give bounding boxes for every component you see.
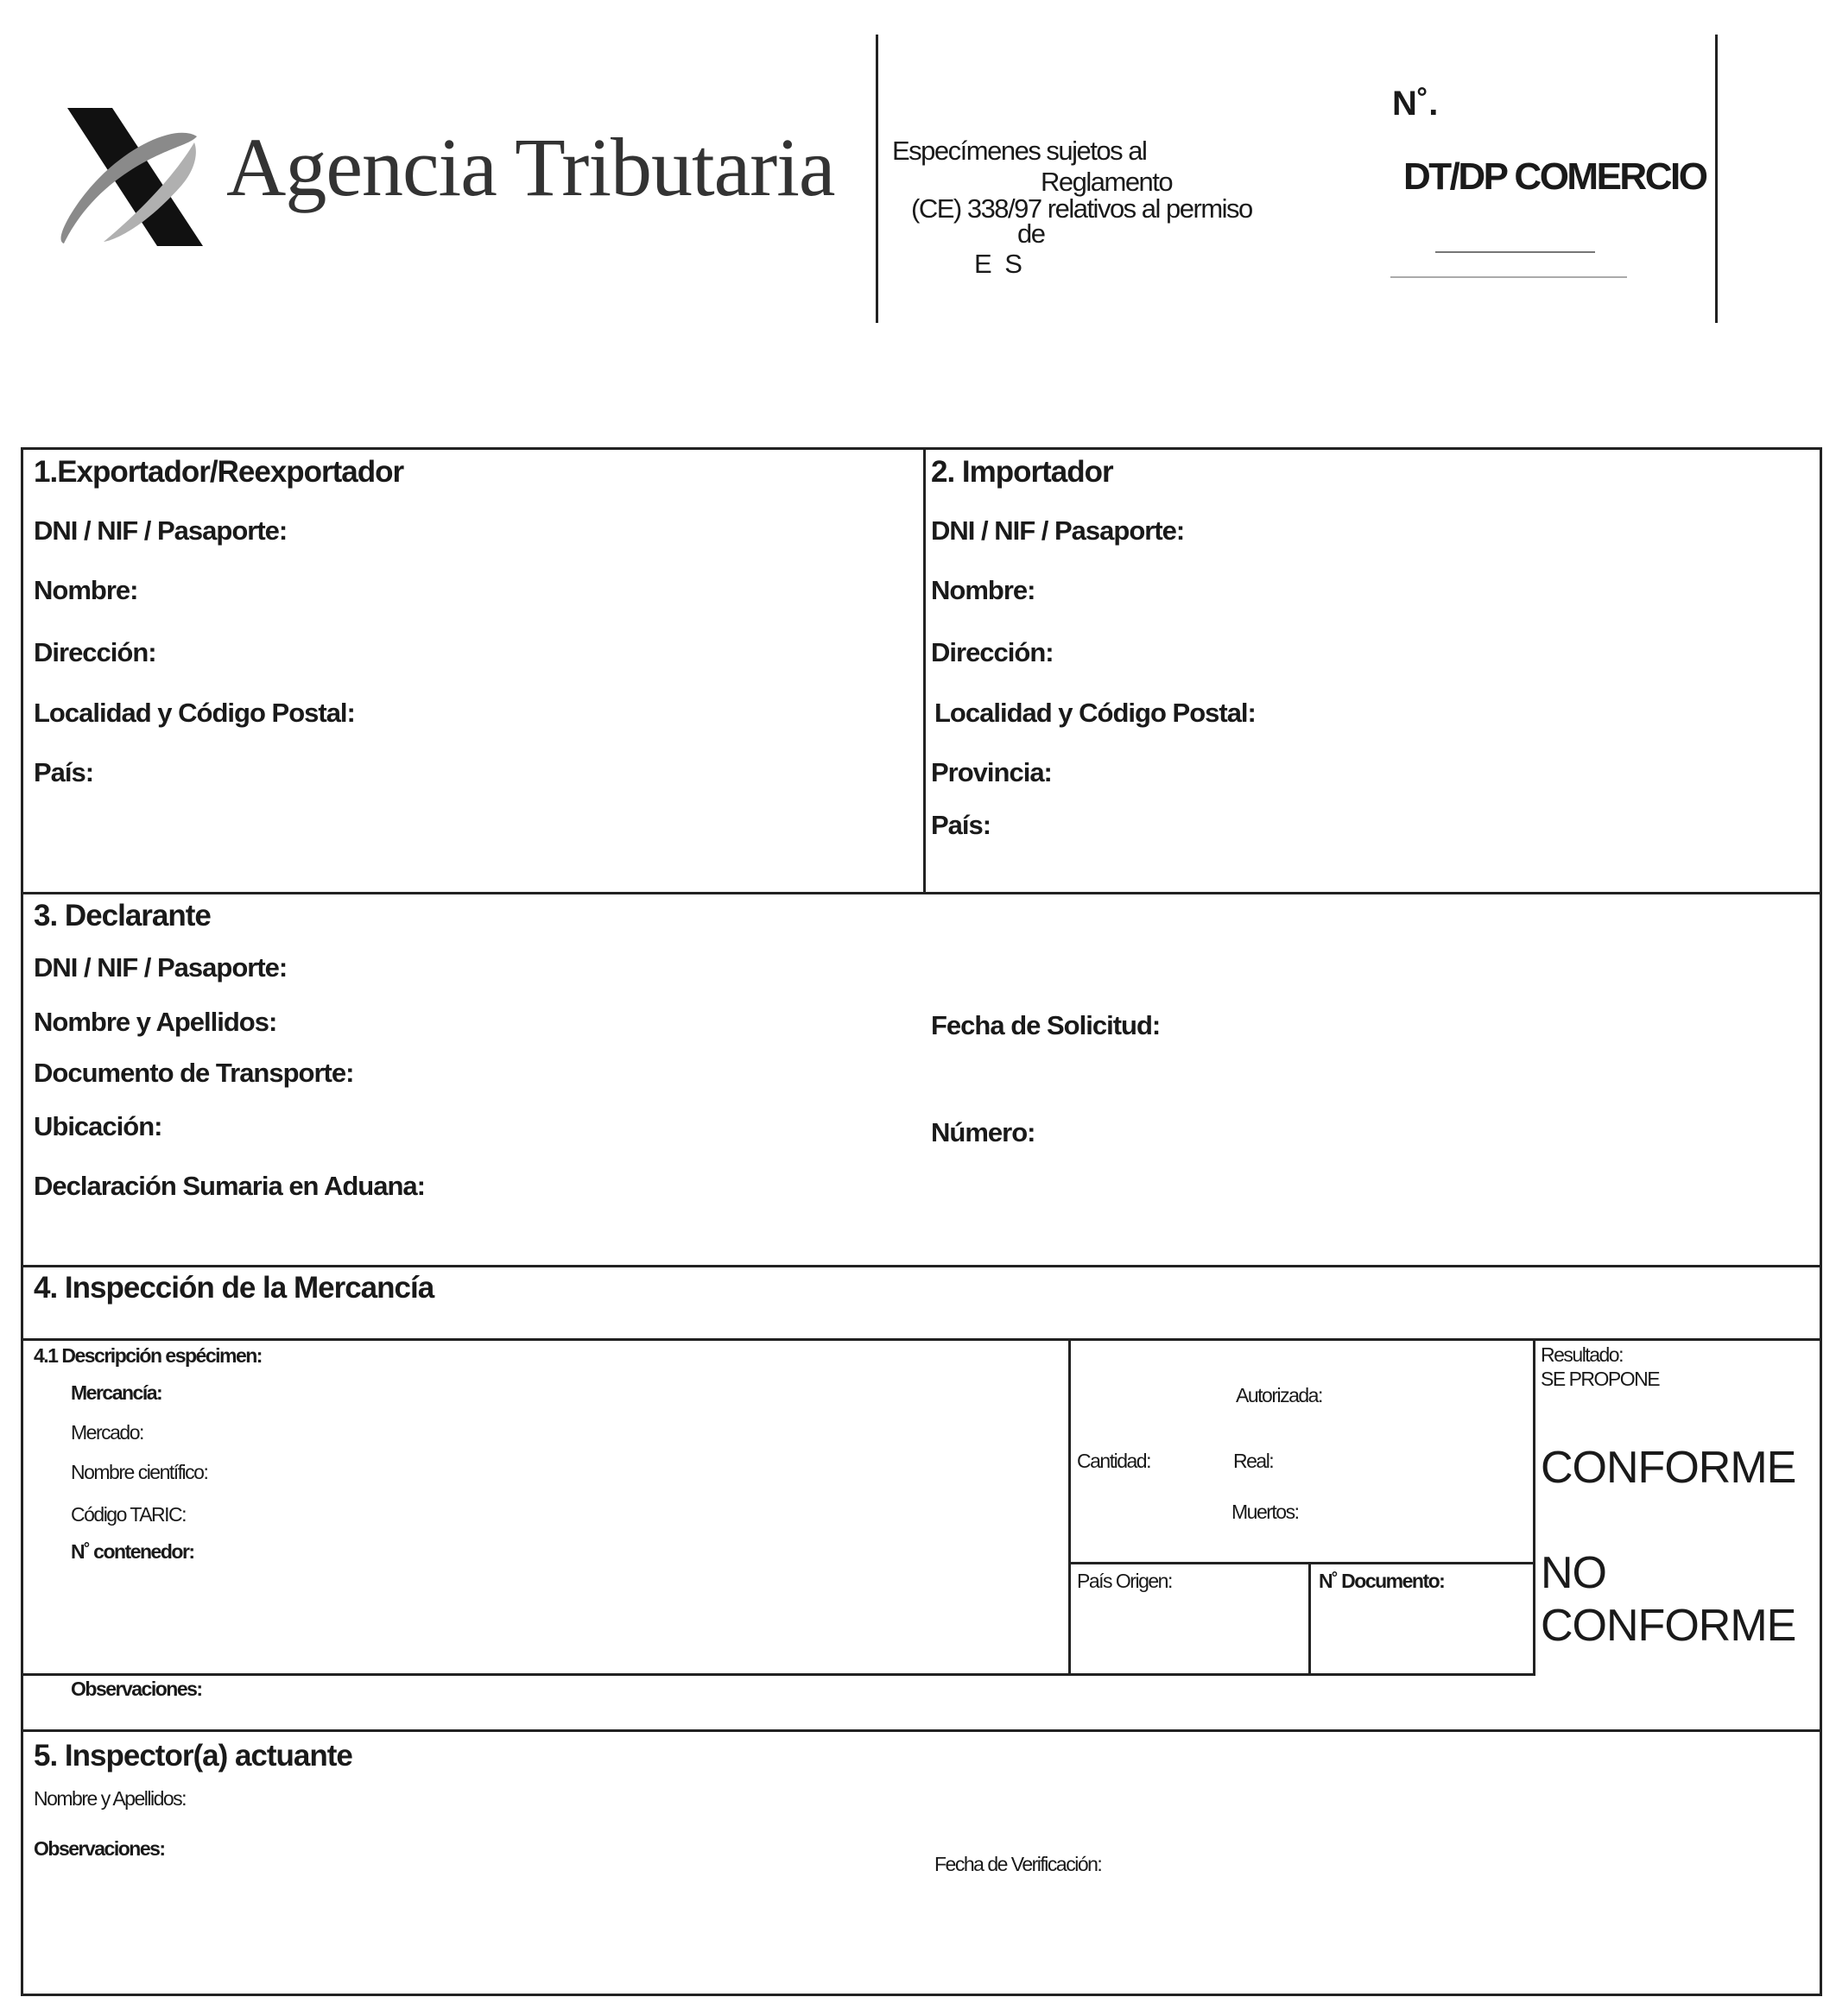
- section-divider: [21, 892, 1822, 894]
- field-label: Cantidad:: [1077, 1450, 1150, 1472]
- field-label: Documento de Transporte:: [34, 1058, 354, 1088]
- document-type: DT/DP COMERCIO: [1403, 155, 1706, 198]
- field-label: Dirección:: [34, 637, 156, 667]
- field-label: 4.1 Descripción espécimen:: [34, 1344, 262, 1367]
- field-label: N˚ contenedor:: [71, 1540, 194, 1563]
- number-blank-line: [1435, 251, 1595, 253]
- field-label: Localidad y Código Postal:: [934, 698, 1256, 728]
- brand-name: Agencia Tributaria: [226, 121, 835, 213]
- section-divider: [21, 1265, 1822, 1267]
- field-label: Provincia:: [931, 757, 1052, 787]
- result-conforme: CONFORME: [1541, 1443, 1796, 1493]
- column-divider: [1533, 1338, 1535, 1675]
- section-divider: [21, 1729, 1822, 1732]
- field-label: N˚ Documento:: [1319, 1570, 1445, 1592]
- column-divider: [923, 447, 926, 893]
- section-title: 3. Declarante: [34, 899, 211, 932]
- field-label: Código TARIC:: [71, 1503, 187, 1526]
- field-label: Mercado:: [71, 1421, 143, 1444]
- result-no: NO: [1541, 1548, 1606, 1598]
- number-label: N˚.: [1392, 85, 1439, 123]
- field-label: Número:: [931, 1117, 1035, 1147]
- field-label: Fecha de Solicitud:: [931, 1010, 1161, 1040]
- number-blank-line: [1390, 276, 1627, 278]
- field-label: DNI / NIF / Pasaporte:: [931, 515, 1185, 546]
- header-divider: [1715, 35, 1718, 323]
- field-label: Mercancía:: [71, 1381, 162, 1404]
- field-label: Dirección:: [931, 637, 1054, 667]
- field-label: DNI / NIF / Pasaporte:: [34, 515, 288, 546]
- field-label: Nombre:: [34, 575, 138, 605]
- field-label: Ubicación:: [34, 1111, 162, 1141]
- cell-divider: [1068, 1562, 1535, 1564]
- section-title: 1.Exportador/Reexportador: [34, 455, 404, 489]
- result-label: SE PROPONE: [1541, 1368, 1660, 1390]
- field-label: País:: [931, 810, 991, 840]
- field-label: Observaciones:: [71, 1678, 202, 1700]
- header-subtitle-line: E S: [974, 249, 1025, 279]
- field-label: Observaciones:: [34, 1837, 165, 1860]
- field-label: Real:: [1233, 1450, 1274, 1472]
- field-label: Muertos:: [1231, 1501, 1299, 1523]
- field-label: Nombre y Apellidos:: [34, 1787, 187, 1810]
- section-title: 4. Inspección de la Mercancía: [34, 1271, 434, 1305]
- field-label: País Origen:: [1077, 1570, 1172, 1592]
- field-label: Declaración Sumaria en Aduana:: [34, 1171, 425, 1201]
- header-subtitle-line: Especímenes sujetos al: [892, 136, 1147, 166]
- header-divider: [876, 35, 878, 323]
- field-label: DNI / NIF / Pasaporte:: [34, 952, 288, 983]
- section-divider: [21, 1338, 1822, 1341]
- header-subtitle-line: de: [1017, 218, 1045, 249]
- section-title: 5. Inspector(a) actuante: [34, 1739, 352, 1773]
- field-label: Nombre y Apellidos:: [34, 1007, 277, 1037]
- result-label: Resultado:: [1541, 1343, 1623, 1366]
- cell-divider: [1308, 1562, 1311, 1675]
- section-title: 2. Importador: [931, 455, 1113, 489]
- field-label: Nombre:: [931, 575, 1035, 605]
- agency-logo: [52, 104, 216, 250]
- field-label: País:: [34, 757, 94, 787]
- column-divider: [1068, 1338, 1071, 1675]
- header-subtitle-line: Reglamento: [1041, 167, 1173, 197]
- field-label: Autorizada:: [1236, 1384, 1322, 1406]
- field-label: Fecha de Verificación:: [934, 1853, 1102, 1875]
- field-label: Nombre científico:: [71, 1461, 208, 1483]
- field-label: Localidad y Código Postal:: [34, 698, 355, 728]
- header-subtitle-line: (CE) 338/97 relativos al permiso: [911, 193, 1252, 224]
- result-no-conforme: CONFORME: [1541, 1601, 1796, 1651]
